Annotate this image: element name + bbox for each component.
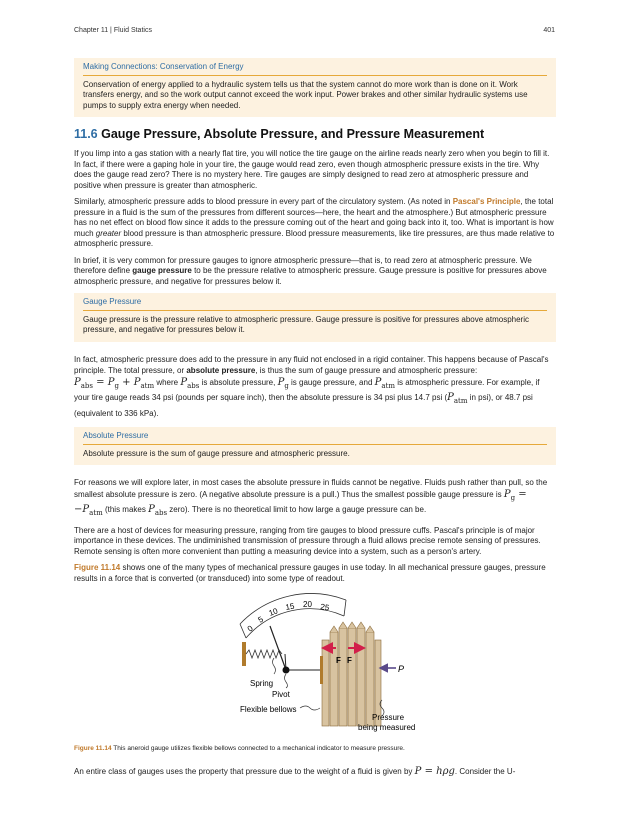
paragraph: An entire class of gauges uses the property that pressure due to the weight of a fluid is given by P = hρg. Consider the U- [74, 765, 516, 777]
dial-label: 15 [284, 601, 296, 612]
section-title: Gauge Pressure, Absolute Pressure, and Pressure Measurement [101, 127, 485, 141]
bellows-label: Flexible bellows [240, 705, 297, 714]
absolute-pressure-equation: $P_{abs} = P_g + P_{atm}$ [74, 376, 155, 390]
paragraph: There are a host of devices for measuring pressure, ranging from tire gauges to blood pressure cuffs. Pascal's principle is of major importance in these devices. The undiminished transmission of pressure through a fluid allows precise remote sensing of pressures. Remote sensing is often more convenient than putting a measuring device into a system, such as a person's artery. [74, 525, 541, 556]
dial-label: 20 [303, 600, 312, 609]
gauge-pressure-box [74, 293, 556, 342]
aneroid-gauge-diagram [74, 590, 556, 738]
dial-label: 25 [319, 602, 330, 613]
dial-label: 5 [256, 614, 265, 625]
dial-label: 0 [245, 623, 255, 634]
making-connections-box [74, 58, 556, 117]
paragraph: If you limp into a gas station with a nearly flat tire, you will notice the tire gauge on the airline reads nearly zero when you begin to fill it. In fact, if there were a gaping hole in your tire, the gauge would read zero, even though atmospheric pressure exists in the tire. Why does the gauge read zero? There is no mystery here. Tire gauges are simply designed to read zero at atmospheric pressure and positive when pressure is greater than atmospheric. [74, 149, 550, 190]
hydrostatic-equation: P = hρg [414, 765, 455, 777]
flexible-bellows [322, 622, 381, 726]
section-heading [74, 127, 556, 142]
paragraph: In brief, it is very common for pressure gauges to ignore atmospheric pressure—that is, to read zero at atmospheric pressure. We therefore define gauge pressure to be the pressure relative to atmospheric pressure. Gauge pressure is positive for pressures above atmospheric pressure, and negative for pressures below it. [74, 255, 547, 286]
pivot-label: Pivot [272, 690, 290, 699]
dial-label: 10 [267, 606, 280, 618]
paragraph: Similarly, atmospheric pressure adds to blood pressure in every part of the circulatory system. (As noted in Pascal's Principle, the total pressure in a fluid is the sum of the pressures from different sources—here, the heart and the atmosphere.) But atmospheric pressure has no net effect on blood flow since it adds to the pressure coming out of the heart and going back into it, too. What is important is how much greater blood pressure is than atmospheric pressure. Blood pressure measurements, like tire pressures, are thus made relative to atmospheric pressure. [74, 197, 555, 248]
pascals-principle-link[interactable]: Pascal's Principle [452, 197, 521, 206]
absolute-pressure-box [74, 427, 556, 465]
content [74, 58, 556, 783]
box-text: Gauge pressure is the pressure relative to atmospheric pressure. Gauge pressure is positive for pressures above atmospheric pressure, and negative for pressures below it. [83, 314, 529, 334]
aneroid-gauge-figure [74, 590, 556, 738]
page-number: 401 [543, 27, 555, 34]
force-label: F [336, 656, 341, 665]
chapter-header: Chapter 11 | Fluid Statics [74, 27, 152, 34]
box-text: Conservation of energy applied to a hydraulic system tells us that the system cannot do more work than is done on it. Work transfers energy, and so the work output cannot exceed the work input. Power brakes and other similar hydraulic systems use pumps to supply extra energy when needed. [83, 79, 528, 110]
measured-label-line1: Pressure [372, 713, 405, 722]
pivot-point [283, 667, 290, 674]
figure-reference-link[interactable]: Figure 11.14 [74, 563, 121, 572]
box-title: Gauge Pressure [83, 297, 547, 311]
box-title: Making Connections: Conservation of Energy [83, 62, 547, 76]
wall-mount [242, 642, 246, 666]
box-title: Absolute Pressure [83, 431, 547, 445]
figure-caption: Figure 11.14 This aneroid gauge utilizes flexible bellows connected to a mechanical indicator to measure pressure. [74, 745, 405, 752]
paragraph: Figure 11.14 shows one of the many types of mechanical pressure gauges in use today. In all mechanical pressure gauges, pressure results in a force that is converted (or transduced) into some type of readout. [74, 563, 546, 583]
box-text: Absolute pressure is the sum of gauge pressure and atmospheric pressure. [83, 448, 350, 458]
paragraph: For reasons we will explore later, in most cases the absolute pressure in fluids cannot be negative. Fluids push rather than pull, so the smallest absolute pressure is zero. (A negative absolute pressure is a pull.) Thus the smallest possible gauge pressure is $P_g = -P_{atm}$ (this makes $P_{abs}$ zero). There is no theoretical limit to how large a gauge pressure can be. [74, 478, 548, 517]
paragraph: In fact, atmospheric pressure does add to the pressure in any fluid not enclosed in a rigid container. This happens because of Pascal's principle. The total pressure, or absolute pressure, is thus the sum of gauge pressure and atmospheric pressure: $P_{abs} = P_g + P_{atm}$ where $P_{abs}$ is absolute pressure, $P_g$ is gauge pressure, and $P_{atm}$ is atmospheric pressure. For example, if your tire gauge reads 34 psi (pounds per square inch), then the absolute pressure is 34 psi plus 14.7 psi ($P_{atm}$ in psi), or 48.7 psi (equivalent to 336 kPa). [74, 354, 549, 418]
force-label: F [347, 656, 352, 665]
section-number: 11.6 [74, 127, 98, 141]
spring [246, 650, 282, 658]
spring-label: Spring [250, 679, 274, 688]
pressure-label: P [398, 664, 405, 674]
measured-label-line2: being measured [358, 723, 416, 732]
